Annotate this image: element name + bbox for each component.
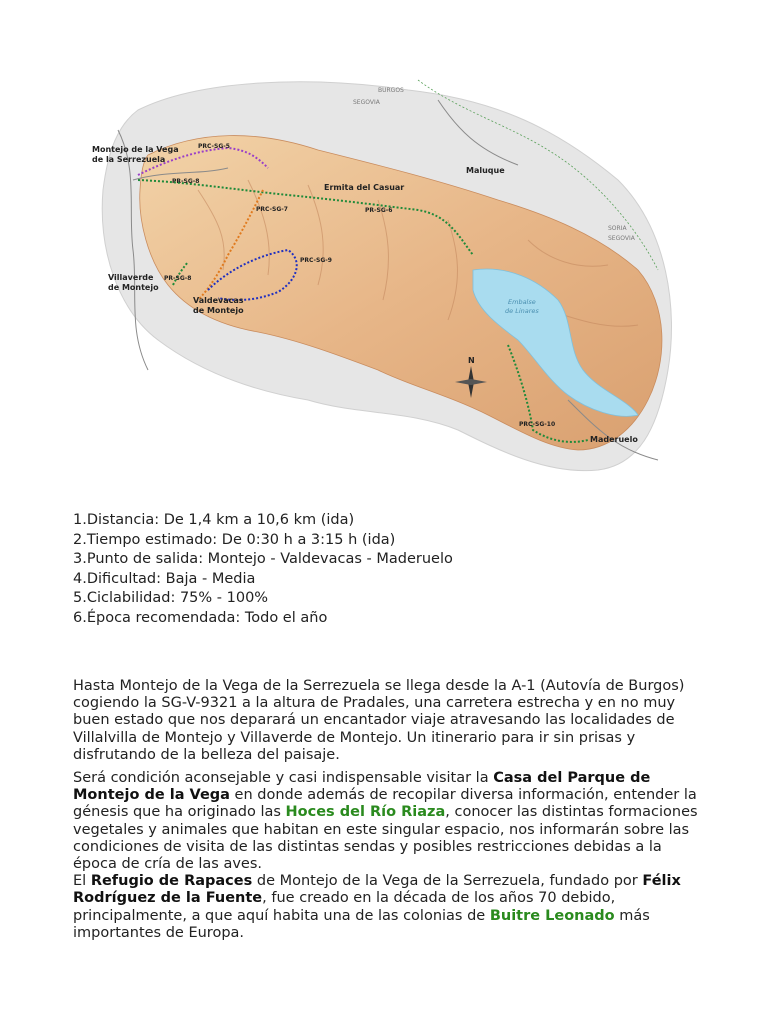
fact-time: 2.Tiempo estimado: De 0:30 h a 3:15 h (ida)	[73, 531, 396, 548]
fact-start: 3.Punto de salida: Montejo - Valdevacas - Maderuelo	[73, 551, 453, 567]
label-prc-sg-5: PRC-SG-5	[198, 143, 230, 150]
refuge-text-1: El	[73, 873, 91, 890]
route-map-graphic	[78, 70, 678, 480]
label-road-segovia: SEGOVIA	[353, 99, 380, 106]
park-house-name: Casa del Parque de Montejo de la Vega	[73, 770, 651, 804]
park-text-3: , conocer las distintas formaciones vegetales y animales que habitan en este singular espacio, nos informarán sobre las condiciones de visita de las distintas sendas y posibles restricciones debidas a la época de cría de las aves.	[73, 804, 698, 873]
refuge-text-2: de Montejo de la Vega de la Serrezuela, fundado por	[252, 873, 643, 890]
fact-distance: 1.Distancia: De 1,4 km a 10,6 km (ida)	[73, 512, 355, 528]
label-embalse: Embalse	[508, 298, 536, 306]
label-maluque: Maluque	[466, 166, 505, 175]
label-montejo: Montejo de la Vega	[92, 145, 179, 154]
label-ermita: Ermita del Casuar	[324, 183, 405, 192]
label-pr-sg-8-top: PR-SG-8	[172, 178, 200, 185]
label-embalse-2: de Linares	[505, 307, 539, 315]
label-road-burgos: BURGOS	[378, 87, 404, 94]
label-road-soria: SORIA	[608, 225, 627, 232]
label-prc-sg-10: PRC-SG-10	[519, 421, 556, 428]
buitre-link[interactable]: Buitre Leonado	[489, 907, 615, 924]
founder-name: Félix Rodríguez de la Fuente	[73, 873, 681, 907]
hoces-link[interactable]: Hoces del Río Riaza	[285, 804, 446, 821]
label-pr-sg-6: PR-SG-6	[365, 207, 393, 214]
label-road-segovia-2: SEGOVIA	[608, 235, 635, 242]
label-pr-sg-8-bottom: PR-SG-8	[164, 275, 192, 282]
refuge-name: Refugio de Rapaces	[90, 873, 253, 890]
refuge-text-3: , fue creado en la década de los años 70 debido, principalmente, a que aquí habita una de las colonias de	[73, 890, 616, 924]
park-paragraph	[73, 770, 703, 942]
fact-difficulty: 4.Dificultad: Baja - Media	[73, 570, 256, 587]
intro-paragraph: Hasta Montejo de la Vega de la Serrezuela se llega desde la A-1 (Autovía de Burgos) cogiendo la SG-V-9321 a la altura de Pradales, una carretera estrecha y en no muy buen estado que nos deparará un encantador viaje atravesando las localidades de Villalvilla de Montejo y Villaverde de Montejo. Un itinerario para ir sin prisas y disfrutando de la belleza del paisaje.	[73, 678, 685, 763]
compass-north-label: N	[468, 356, 475, 365]
label-prc-sg-7: PRC-SG-7	[256, 206, 288, 213]
park-text-1: Será condición aconsejable y casi indispensable visitar la	[73, 770, 494, 786]
facts-list	[73, 511, 713, 628]
label-valdevacas: Valdevacas	[193, 296, 244, 305]
park-text-2: en donde además de recopilar diversa información, entender la génesis que ha originado las	[73, 787, 697, 821]
fact-season: 6.Época recomendada: Todo el año	[73, 609, 328, 626]
label-villaverde: Villaverde	[108, 273, 154, 282]
refuge-text-4: más importantes de Europa.	[73, 907, 650, 941]
label-valdevacas-2: de Montejo	[193, 306, 244, 315]
label-maderuelo: Maderuelo	[590, 435, 638, 444]
route-map	[78, 70, 678, 480]
label-villaverde-2: de Montejo	[108, 283, 159, 292]
label-montejo-2: de la Serrezuela	[92, 155, 166, 164]
label-prc-sg-9: PRC-SG-9	[300, 257, 332, 264]
fact-cycling: 5.Ciclabilidad: 75% - 100%	[73, 590, 269, 606]
